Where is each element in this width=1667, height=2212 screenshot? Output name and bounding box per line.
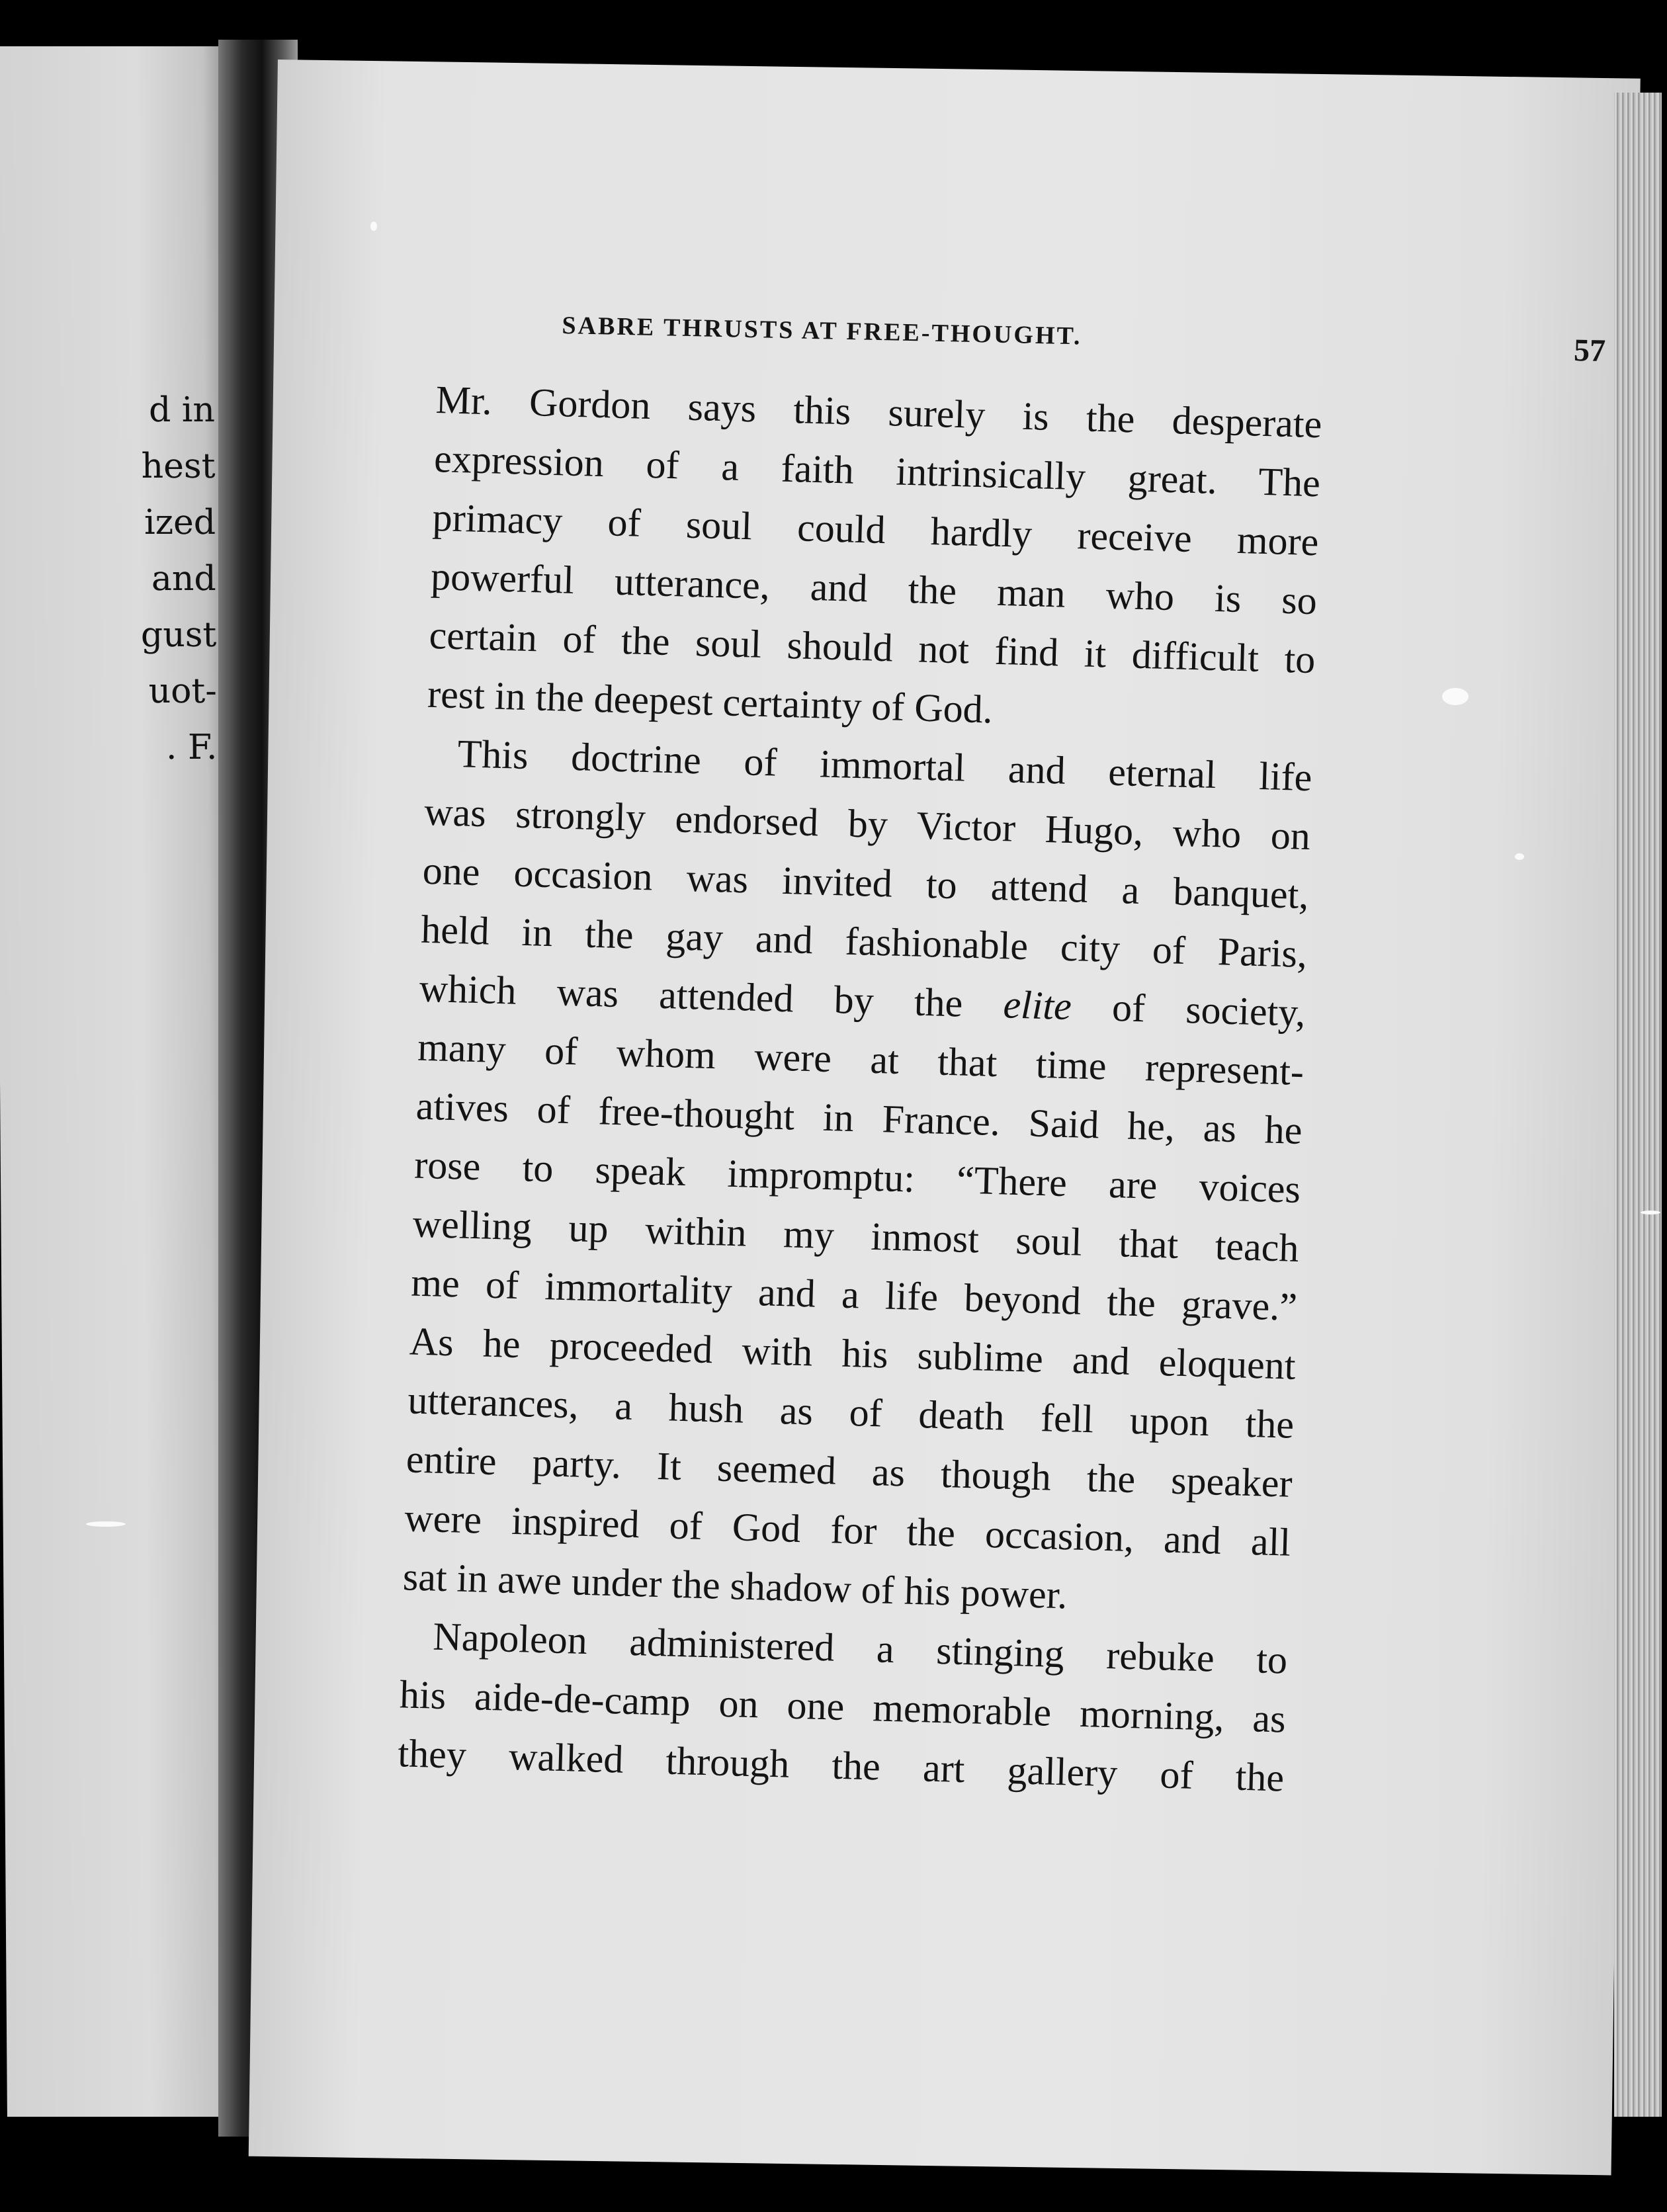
- text-line: held in the gay and fashionable city of Paris,: [420, 907, 1308, 976]
- text-segment: which was attended by the: [418, 966, 964, 1025]
- text-line: was strongly endorsed by Victor Hugo, who on: [423, 789, 1311, 859]
- text-line: they walked through the art gallery of the: [397, 1731, 1285, 1800]
- text-line: rose to speak impromptu: “There are voices: [413, 1142, 1301, 1211]
- left-page-fragment: . F.: [165, 728, 218, 767]
- left-page-fragment: d in: [148, 390, 216, 430]
- left-page-fragment: uot-: [148, 671, 218, 711]
- text-line: his aide-de-camp on one memorable morning, as: [399, 1672, 1287, 1741]
- previous-page-edge: [0, 46, 245, 2117]
- text-line: me of immortality and a life beyond the grave.”: [410, 1260, 1298, 1329]
- left-page-fragment: gust: [140, 615, 217, 655]
- text-line: powerful utterance, and the man who is so: [430, 554, 1318, 623]
- text-line: certain of the soul should not find it difficult to: [428, 613, 1316, 682]
- scan-speck: [1641, 1211, 1660, 1214]
- text-line: one occasion was invited to attend a banquet,: [421, 848, 1310, 917]
- text-line: many of whom were at that time represent-: [417, 1025, 1304, 1094]
- text-line: primacy of soul could hardly receive more: [431, 495, 1320, 564]
- left-page-fragment: ized: [144, 503, 216, 542]
- text-line: rest in the deepest certainty of God.: [427, 671, 994, 732]
- scan-speck: [86, 1521, 126, 1527]
- page-body: [397, 370, 1322, 1808]
- text-line: utterances, a hush as of death fell upon the: [407, 1378, 1295, 1447]
- text-line: welling up within my inmost soul that teach: [412, 1201, 1300, 1270]
- scan-speck: [1442, 688, 1469, 705]
- page-number: 57: [1573, 333, 1606, 369]
- text-line: sat in awe under the shadow of his power.: [402, 1554, 1068, 1617]
- text-line: expression of a faith intrinsically great. The: [433, 436, 1321, 505]
- text-line: Napoleon administered a stinging rebuke to: [432, 1614, 1288, 1682]
- left-page-fragment: and: [151, 559, 216, 599]
- text-segment: of society,: [1111, 985, 1306, 1035]
- running-title: SABRE THRUSTS AT FREE-THOUGHT.: [562, 311, 1082, 351]
- text-line: atives of free-thought in France. Said he, as he: [415, 1084, 1303, 1152]
- text-line: Mr. Gordon says this surely is the desperate: [435, 377, 1323, 447]
- text-line: were inspired of God for the occasion, and all: [404, 1496, 1291, 1564]
- italic-word: elite: [1002, 982, 1072, 1029]
- page-edge-stack: [1614, 93, 1662, 2117]
- text-line: As he proceeded with his sublime and eloquent: [409, 1319, 1297, 1388]
- scan-speck: [1515, 853, 1524, 860]
- text-line: entire party. It seemed as though the speaker: [406, 1437, 1293, 1506]
- text-line: This doctrine of immortal and eternal life: [456, 732, 1313, 800]
- scan-speck: [370, 222, 377, 231]
- left-page-fragment: hest: [141, 447, 216, 486]
